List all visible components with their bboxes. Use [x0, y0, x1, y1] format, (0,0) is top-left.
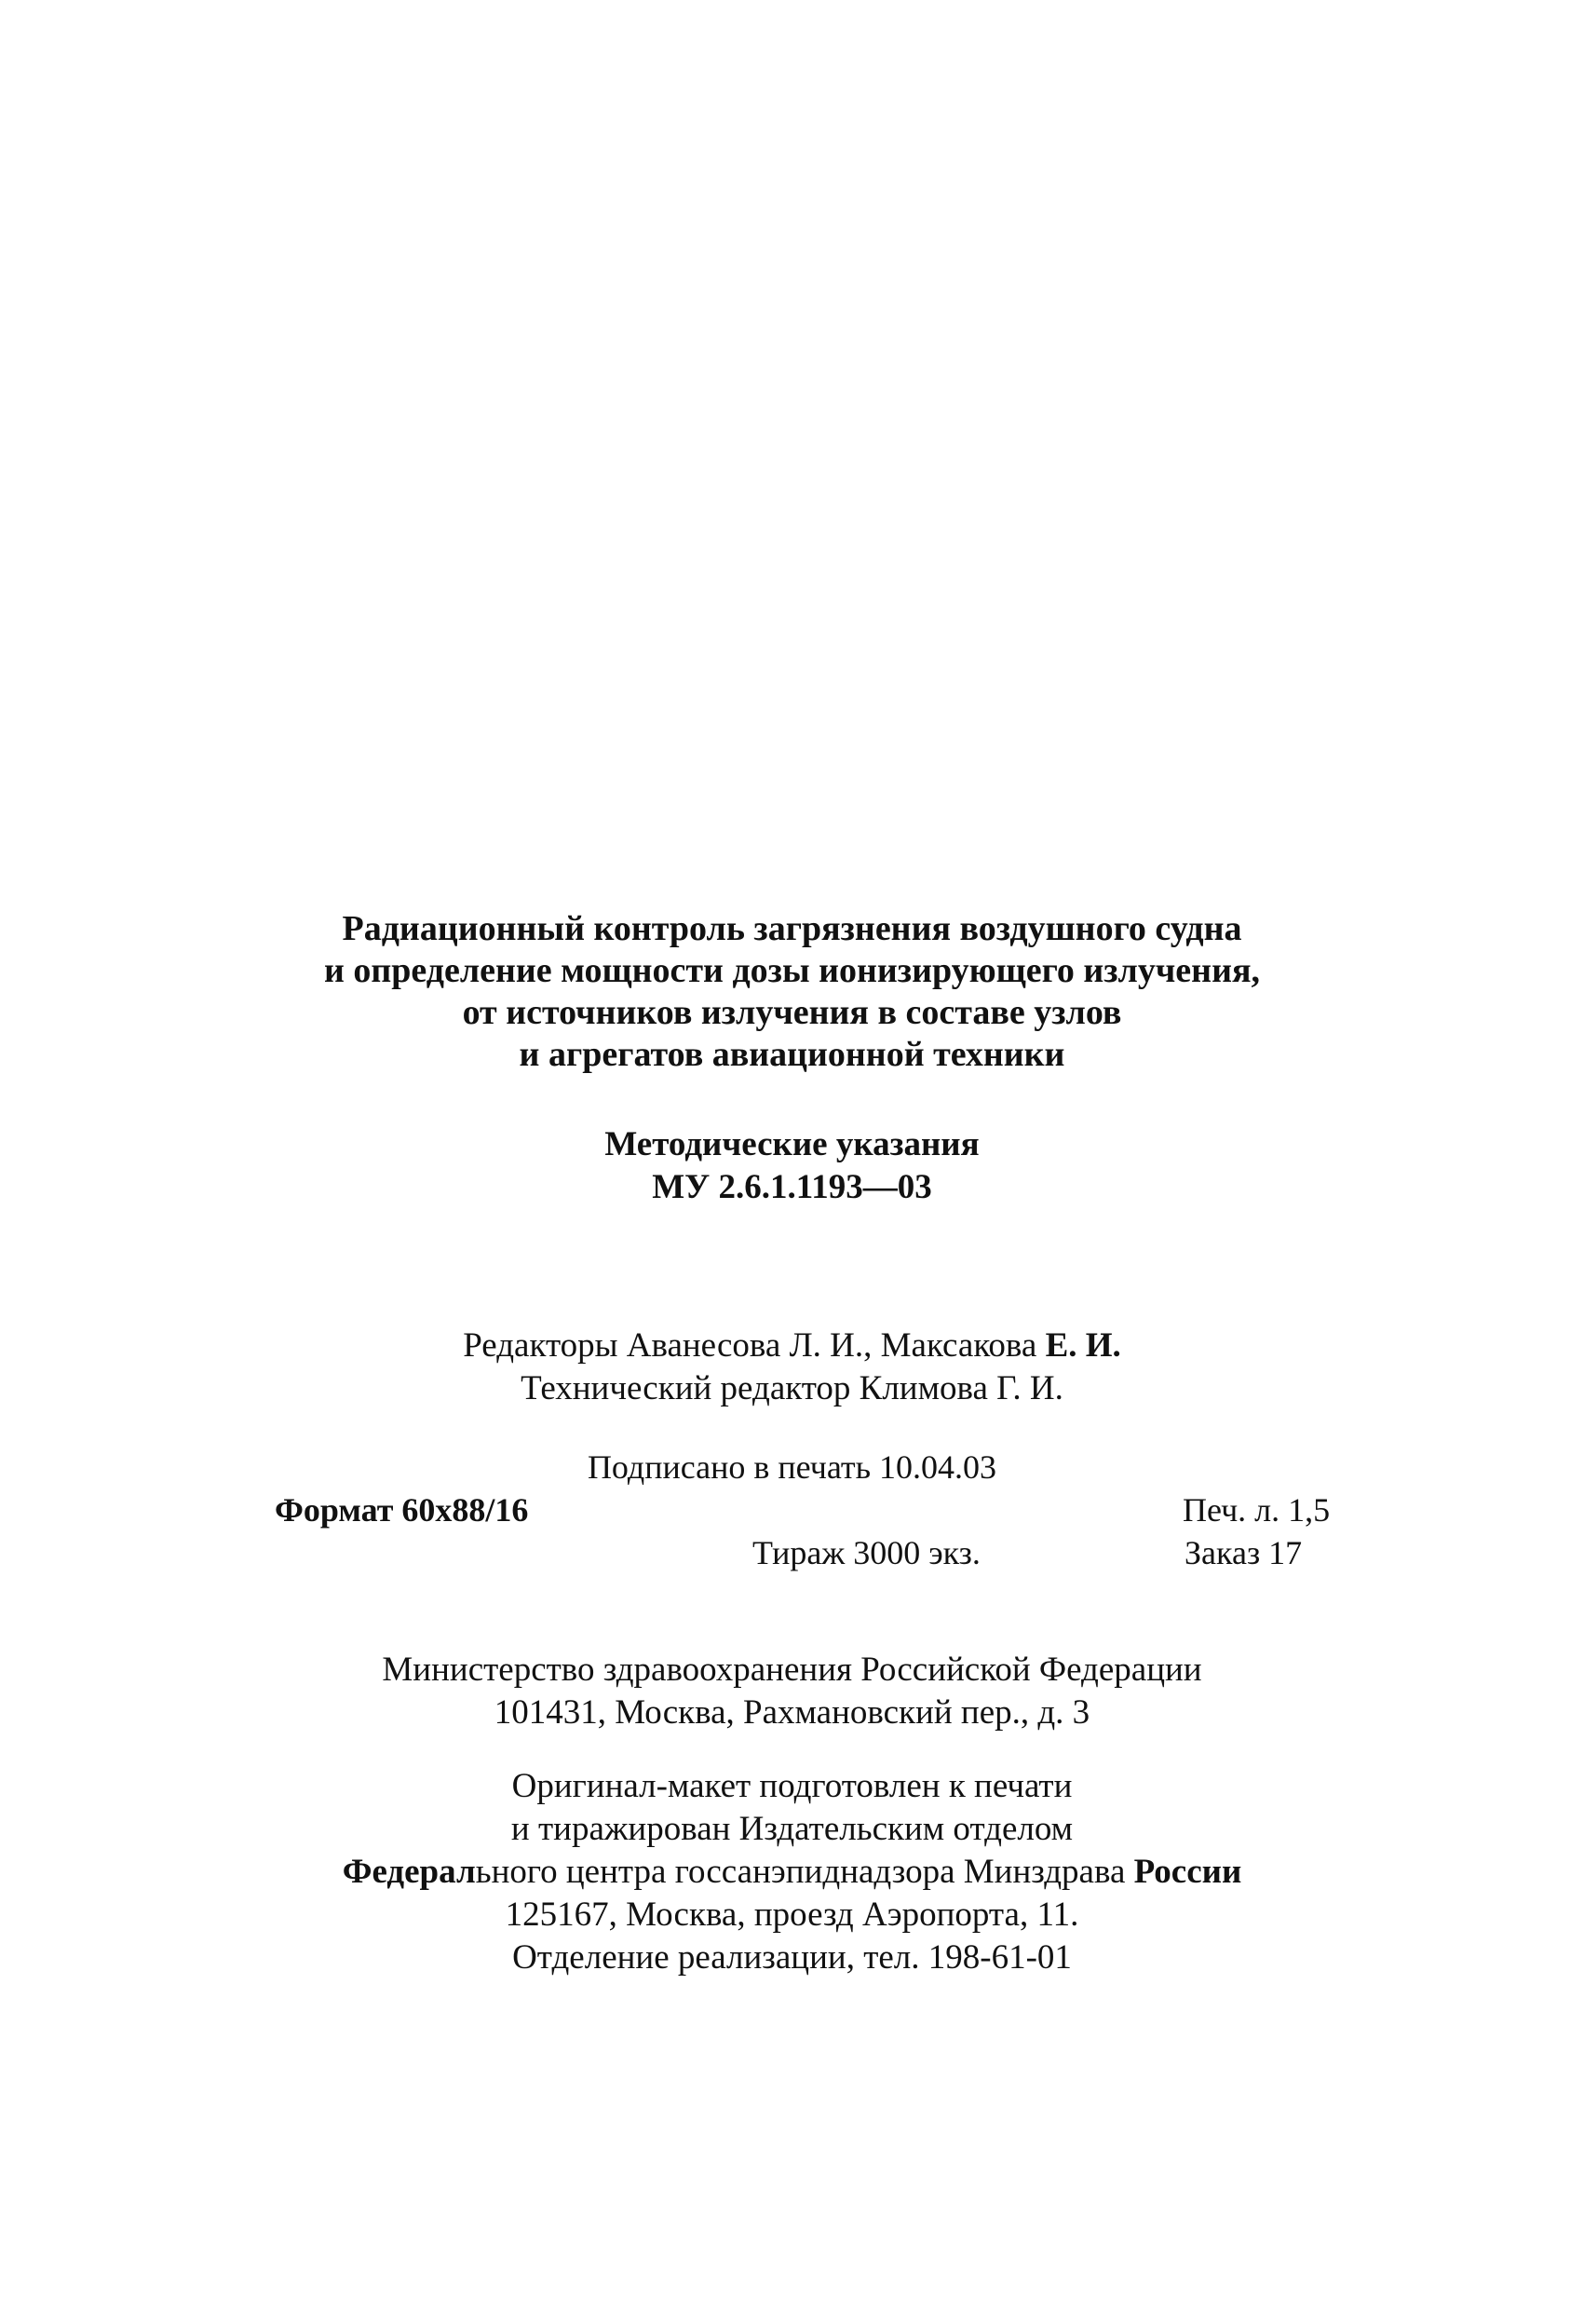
- publisher-line-1: Оригинал-макет подготовлен к печати: [511, 1767, 1073, 1805]
- document-title: [0, 908, 1584, 1076]
- ministry-section: [0, 1649, 1584, 1734]
- publisher-line-3-regular: ьного центра госсанэпиднадзора Минздрава: [475, 1853, 1134, 1891]
- document-subtitle: [0, 1123, 1584, 1209]
- technical-editor-line: Технический редактор Климова Г. И.: [521, 1369, 1063, 1407]
- signed-for-print: Подписано в печать 10.04.03: [587, 1448, 997, 1486]
- title-line-1: Радиационный контроль загрязнения воздушного судна: [342, 909, 1242, 948]
- document-type: Методические указания: [604, 1125, 980, 1163]
- publisher-line-3-bold-end: России: [1133, 1853, 1242, 1891]
- title-line-3: от источников излучения в составе узлов: [462, 993, 1122, 1032]
- printed-sheets: Печ. л. 1,5: [1183, 1491, 1331, 1529]
- paper-format: Формат 60x88/16: [275, 1491, 529, 1529]
- ministry-address: 101431, Москва, Рахмановский пер., д. 3: [494, 1693, 1090, 1732]
- order-number: Заказ 17: [1185, 1534, 1303, 1571]
- publisher-line-3-bold-start: Федерал: [342, 1853, 476, 1891]
- ministry-name: Министерство здравоохранения Российской Федерации: [382, 1651, 1202, 1689]
- title-line-4: и агрегатов авиационной техники: [519, 1035, 1065, 1074]
- publisher-line-2: и тиражирован Издательским отделом: [510, 1810, 1074, 1848]
- publisher-line-3: [0, 1851, 1584, 1894]
- editors-line: [0, 1325, 1584, 1367]
- publisher-section: [0, 1765, 1584, 1979]
- editors-names: Редакторы Аванесова Л. И., Максакова: [463, 1326, 1046, 1365]
- publisher-address: 125167, Москва, проезд Аэропорта, 11.: [505, 1896, 1079, 1934]
- editors-section: [0, 1325, 1584, 1410]
- print-run: Тираж 3000 экз.: [752, 1534, 981, 1571]
- sales-department: Отделение реализации, тел. 198-61-01: [512, 1938, 1072, 1977]
- editors-names-bold: Е. И.: [1045, 1326, 1121, 1365]
- document-number: МУ 2.6.1.1193—03: [652, 1168, 932, 1206]
- title-line-2: и определение мощности дозы ионизирующего излучения,: [323, 951, 1261, 990]
